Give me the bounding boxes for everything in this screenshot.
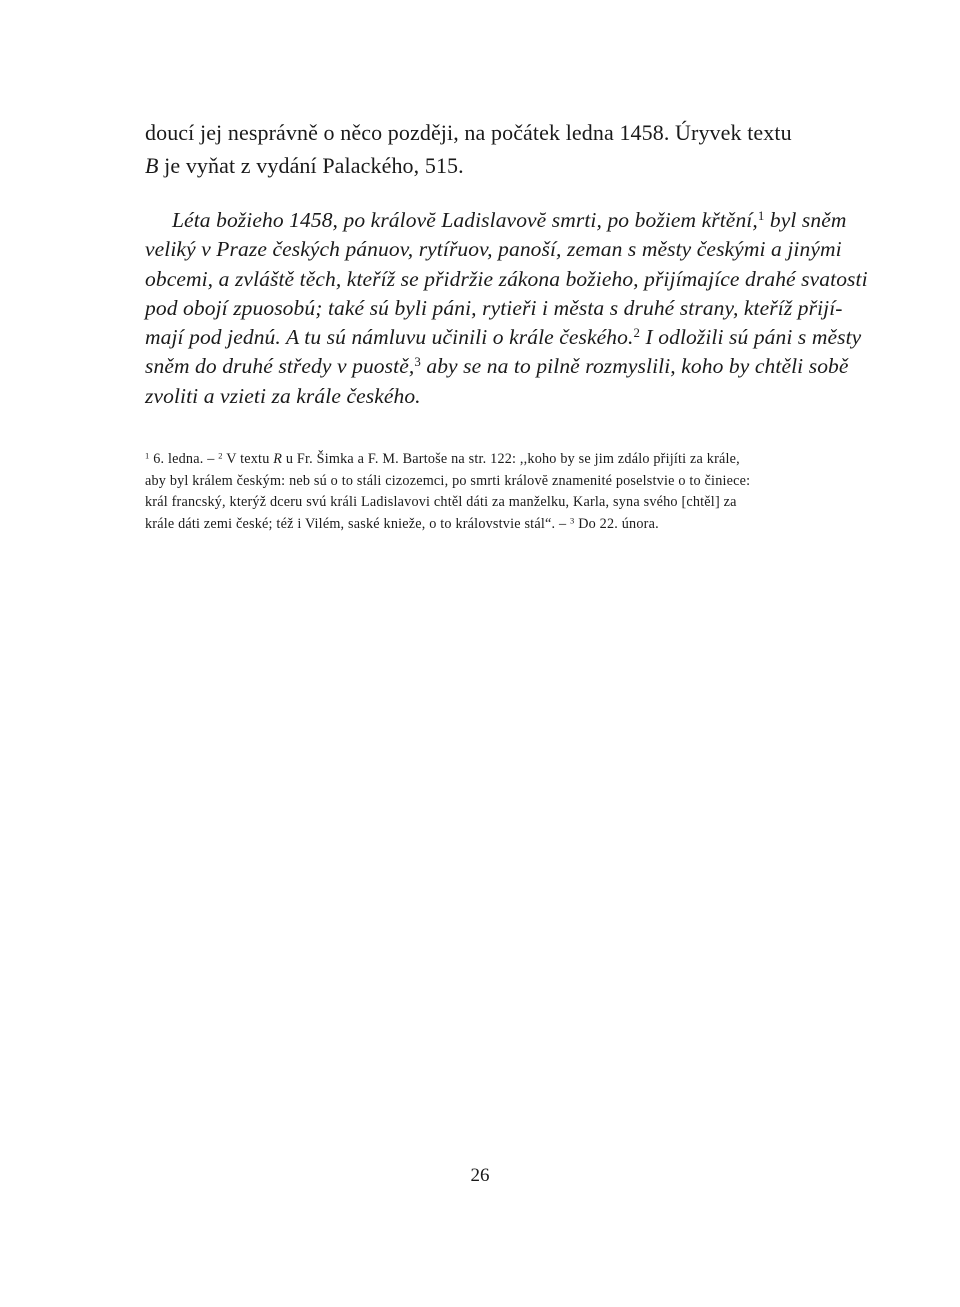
quote-line: veliký v Praze českých pánuov, rytířuov, panoší, zeman s městy českými a jinými <box>145 237 842 262</box>
footnote-mark: 2 <box>633 326 641 341</box>
quote-line: Léta božieho 1458, po královĕ Ladislavovĕ smrti, po božiem křtění,$^1$ byl sněm <box>172 208 847 232</box>
quote-line: sněm do druhé středy v puostě,$^3$ aby se na to pilně rozmyslili, koho by chtěli sobě <box>145 354 849 379</box>
footnote-line: král francský, kterýž dceru svú králi Ladislavovi chtěl dáti za manželku, Karla, syna svého [chtěl] za <box>145 494 737 510</box>
quote-line: mají pod jednú. A tu sú námluvu učinili o krále českého.$^2$ I odložili sú páni s městy <box>145 325 862 350</box>
footnotes <box>145 449 825 535</box>
intro-line <box>145 149 825 182</box>
footnote-line: $^1$ 6. ledna. – $^2$ V textu R u Fr. Šimka a F. M. Bartoše na str. 122: ,,koho by se jim zdálo přijíti za krále, <box>145 450 740 467</box>
quote-line: obcemi, a zvláště těch, kteříž se přidržie zákona božieho, přijímajíce drahé svatosti <box>145 266 868 291</box>
intro-paragraph <box>145 116 825 182</box>
intro-line-text: je vyňat z vydání Palackého, 515. <box>158 153 464 178</box>
footnote-mark: 1 <box>145 450 150 461</box>
page-number: 26 <box>470 1165 490 1186</box>
footnote-mark: 3 <box>414 355 421 370</box>
footnote-mark: 2 <box>218 450 223 461</box>
intro-line: doucí jej nesprávně o něco později, na počátek ledna 1458. Úryvek textu <box>145 120 792 145</box>
quote-line: zvoliti a vzieti za krále českého. <box>145 383 421 408</box>
footnote-line: krále dáti zemi české; též i Vilém, saské knieže, o to královstvie stál“. – $^3$ Do 22. února. <box>145 514 659 532</box>
footnote-mark: 1 <box>757 208 765 223</box>
quoted-chronicle-text <box>145 206 868 411</box>
footnote-italic: R <box>273 451 283 467</box>
quote-line: pod obojí zpuosobú; také sú byli páni, rytieři i města s druhé strany, kteříž přijí- <box>145 295 843 320</box>
footnote-line: aby byl králem českým: neb sú o to stáli cizozemci, po smrti královĕ znamenité poselstvie o to činiece: <box>145 472 751 489</box>
intro-italic-letter: B <box>145 153 159 178</box>
footnote-mark: 3 <box>570 514 575 525</box>
